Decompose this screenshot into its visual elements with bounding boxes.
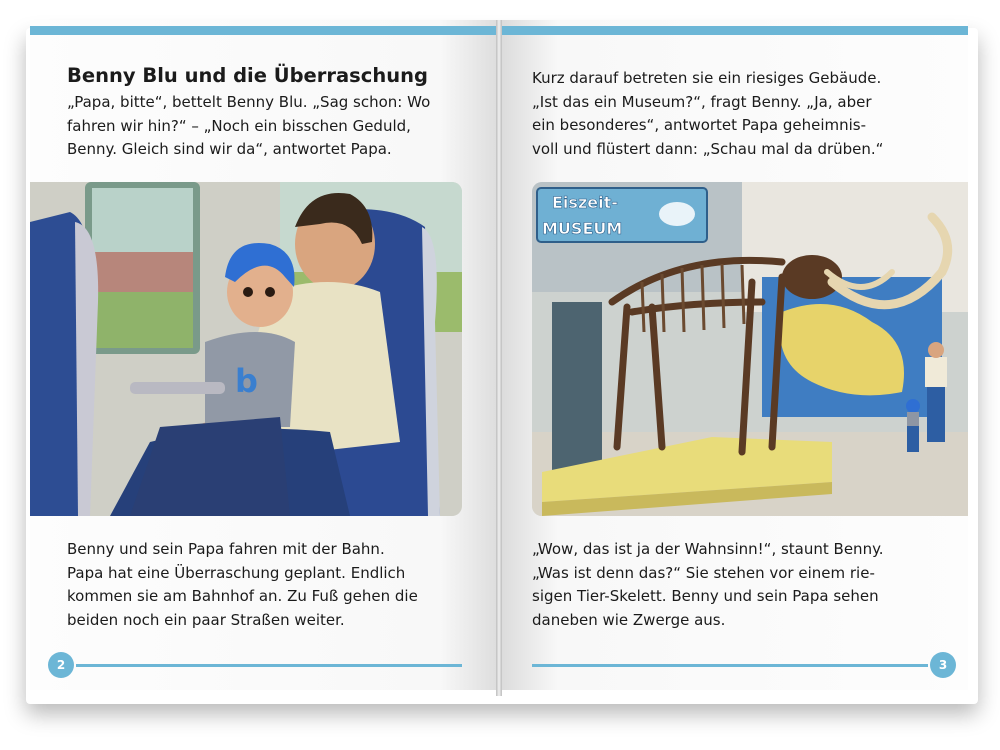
text-line: daneben wie Zwerge aus. [532, 610, 726, 629]
train-scene-image [30, 182, 462, 516]
text-line: „Was ist denn das?“ Sie stehen vor einem rie- [532, 563, 875, 582]
mammoth-scene-image [532, 182, 968, 516]
page-number-right: 3 [930, 652, 956, 678]
text-line: Papa hat eine Überraschung geplant. Endlich [67, 563, 406, 582]
open-book [30, 20, 972, 696]
sign-text-line2: MUSEUM [542, 219, 623, 238]
sign-text-line1: Eiszeit- [552, 193, 618, 212]
right-intro-text [532, 67, 947, 161]
right-page [502, 20, 968, 690]
text-line: Benny und sein Papa fahren mit der Bahn. [67, 540, 385, 558]
text-line: kommen sie am Bahnhof an. Zu Fuß gehen die [67, 587, 418, 605]
footer-line-left [76, 664, 462, 667]
train-illustration [30, 182, 462, 516]
text-line: „Papa, bitte“, bettelt Benny Blu. „Sag schon: Wo [67, 93, 431, 111]
text-line: beiden noch ein paar Straßen weiter. [67, 610, 345, 629]
top-accent-bar [502, 26, 968, 35]
text-line: fahren wir hin?“ – „Noch ein bisschen Geduld, [67, 116, 411, 135]
story-title: Benny Blu und die Überraschung [67, 64, 428, 87]
footer-line-right [532, 664, 928, 667]
right-body-text [532, 538, 947, 632]
text-line: Benny. Gleich sind wir da“, antwortet Papa. [67, 140, 392, 158]
text-line: „Ist das ein Museum?“, fragt Benny. „Ja, aber [532, 92, 872, 111]
text-line: „Wow, das ist ja der Wahnsinn!“, staunt Benny. [532, 540, 884, 558]
left-intro-text [67, 91, 482, 162]
svg-text:b: b [235, 362, 258, 400]
top-accent-bar [30, 26, 496, 35]
left-body-text [67, 538, 482, 632]
text-line: sigen Tier-Skelett. Benny und sein Papa sehen [532, 587, 879, 605]
text-line: voll und flüstert dann: „Schau mal da drüben.“ [532, 139, 884, 158]
page-number-left: 2 [48, 652, 74, 678]
text-line: Kurz darauf betreten sie ein riesiges Gebäude. [532, 69, 882, 87]
left-page [30, 20, 496, 690]
museum-illustration [532, 182, 968, 516]
text-line: ein besonderes“, antwortet Papa geheimnis- [532, 116, 867, 134]
